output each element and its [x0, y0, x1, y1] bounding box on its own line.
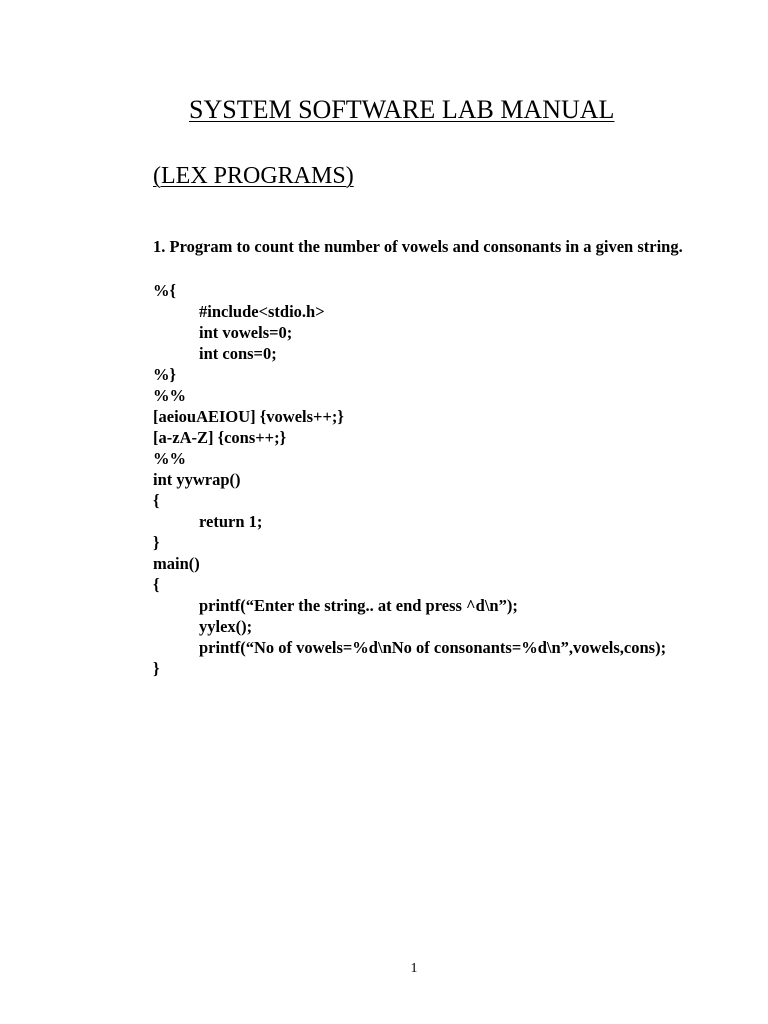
- code-line: }: [153, 659, 160, 678]
- code-line: {: [153, 491, 160, 510]
- code-line: %%: [153, 449, 186, 468]
- code-line: %{: [153, 281, 177, 300]
- code-line: int vowels=0;: [199, 323, 293, 342]
- code-line: int cons=0;: [199, 344, 277, 363]
- code-line: main(): [153, 554, 200, 573]
- code-line: %%: [153, 386, 186, 405]
- code-line: int yywrap(): [153, 470, 241, 489]
- code-line: printf(“No of vowels=%d\nNo of consonants=%d\n”,vowels,cons);: [199, 638, 667, 657]
- code-line: printf(“Enter the string.. at end press ^d\n”);: [199, 596, 518, 615]
- code-line: {: [153, 575, 160, 594]
- document-subtitle: (LEX PROGRAMS): [153, 163, 354, 189]
- document-title: SYSTEM SOFTWARE LAB MANUAL: [189, 95, 615, 124]
- program-heading: 1. Program to count the number of vowels and consonants in a given string.: [153, 237, 683, 256]
- code-line: }: [153, 533, 160, 552]
- program-section: [153, 236, 713, 679]
- code-line: [aeiouAEIOU] {vowels++;}: [153, 407, 344, 426]
- code-line: yylex();: [199, 617, 253, 636]
- code-line: [a-zA-Z] {cons++;}: [153, 428, 287, 447]
- code-line: return 1;: [199, 512, 263, 531]
- code-line: #include<stdio.h>: [199, 302, 325, 321]
- page-number: 1: [410, 961, 418, 976]
- code-line: %}: [153, 365, 177, 384]
- code-listing: [153, 280, 713, 679]
